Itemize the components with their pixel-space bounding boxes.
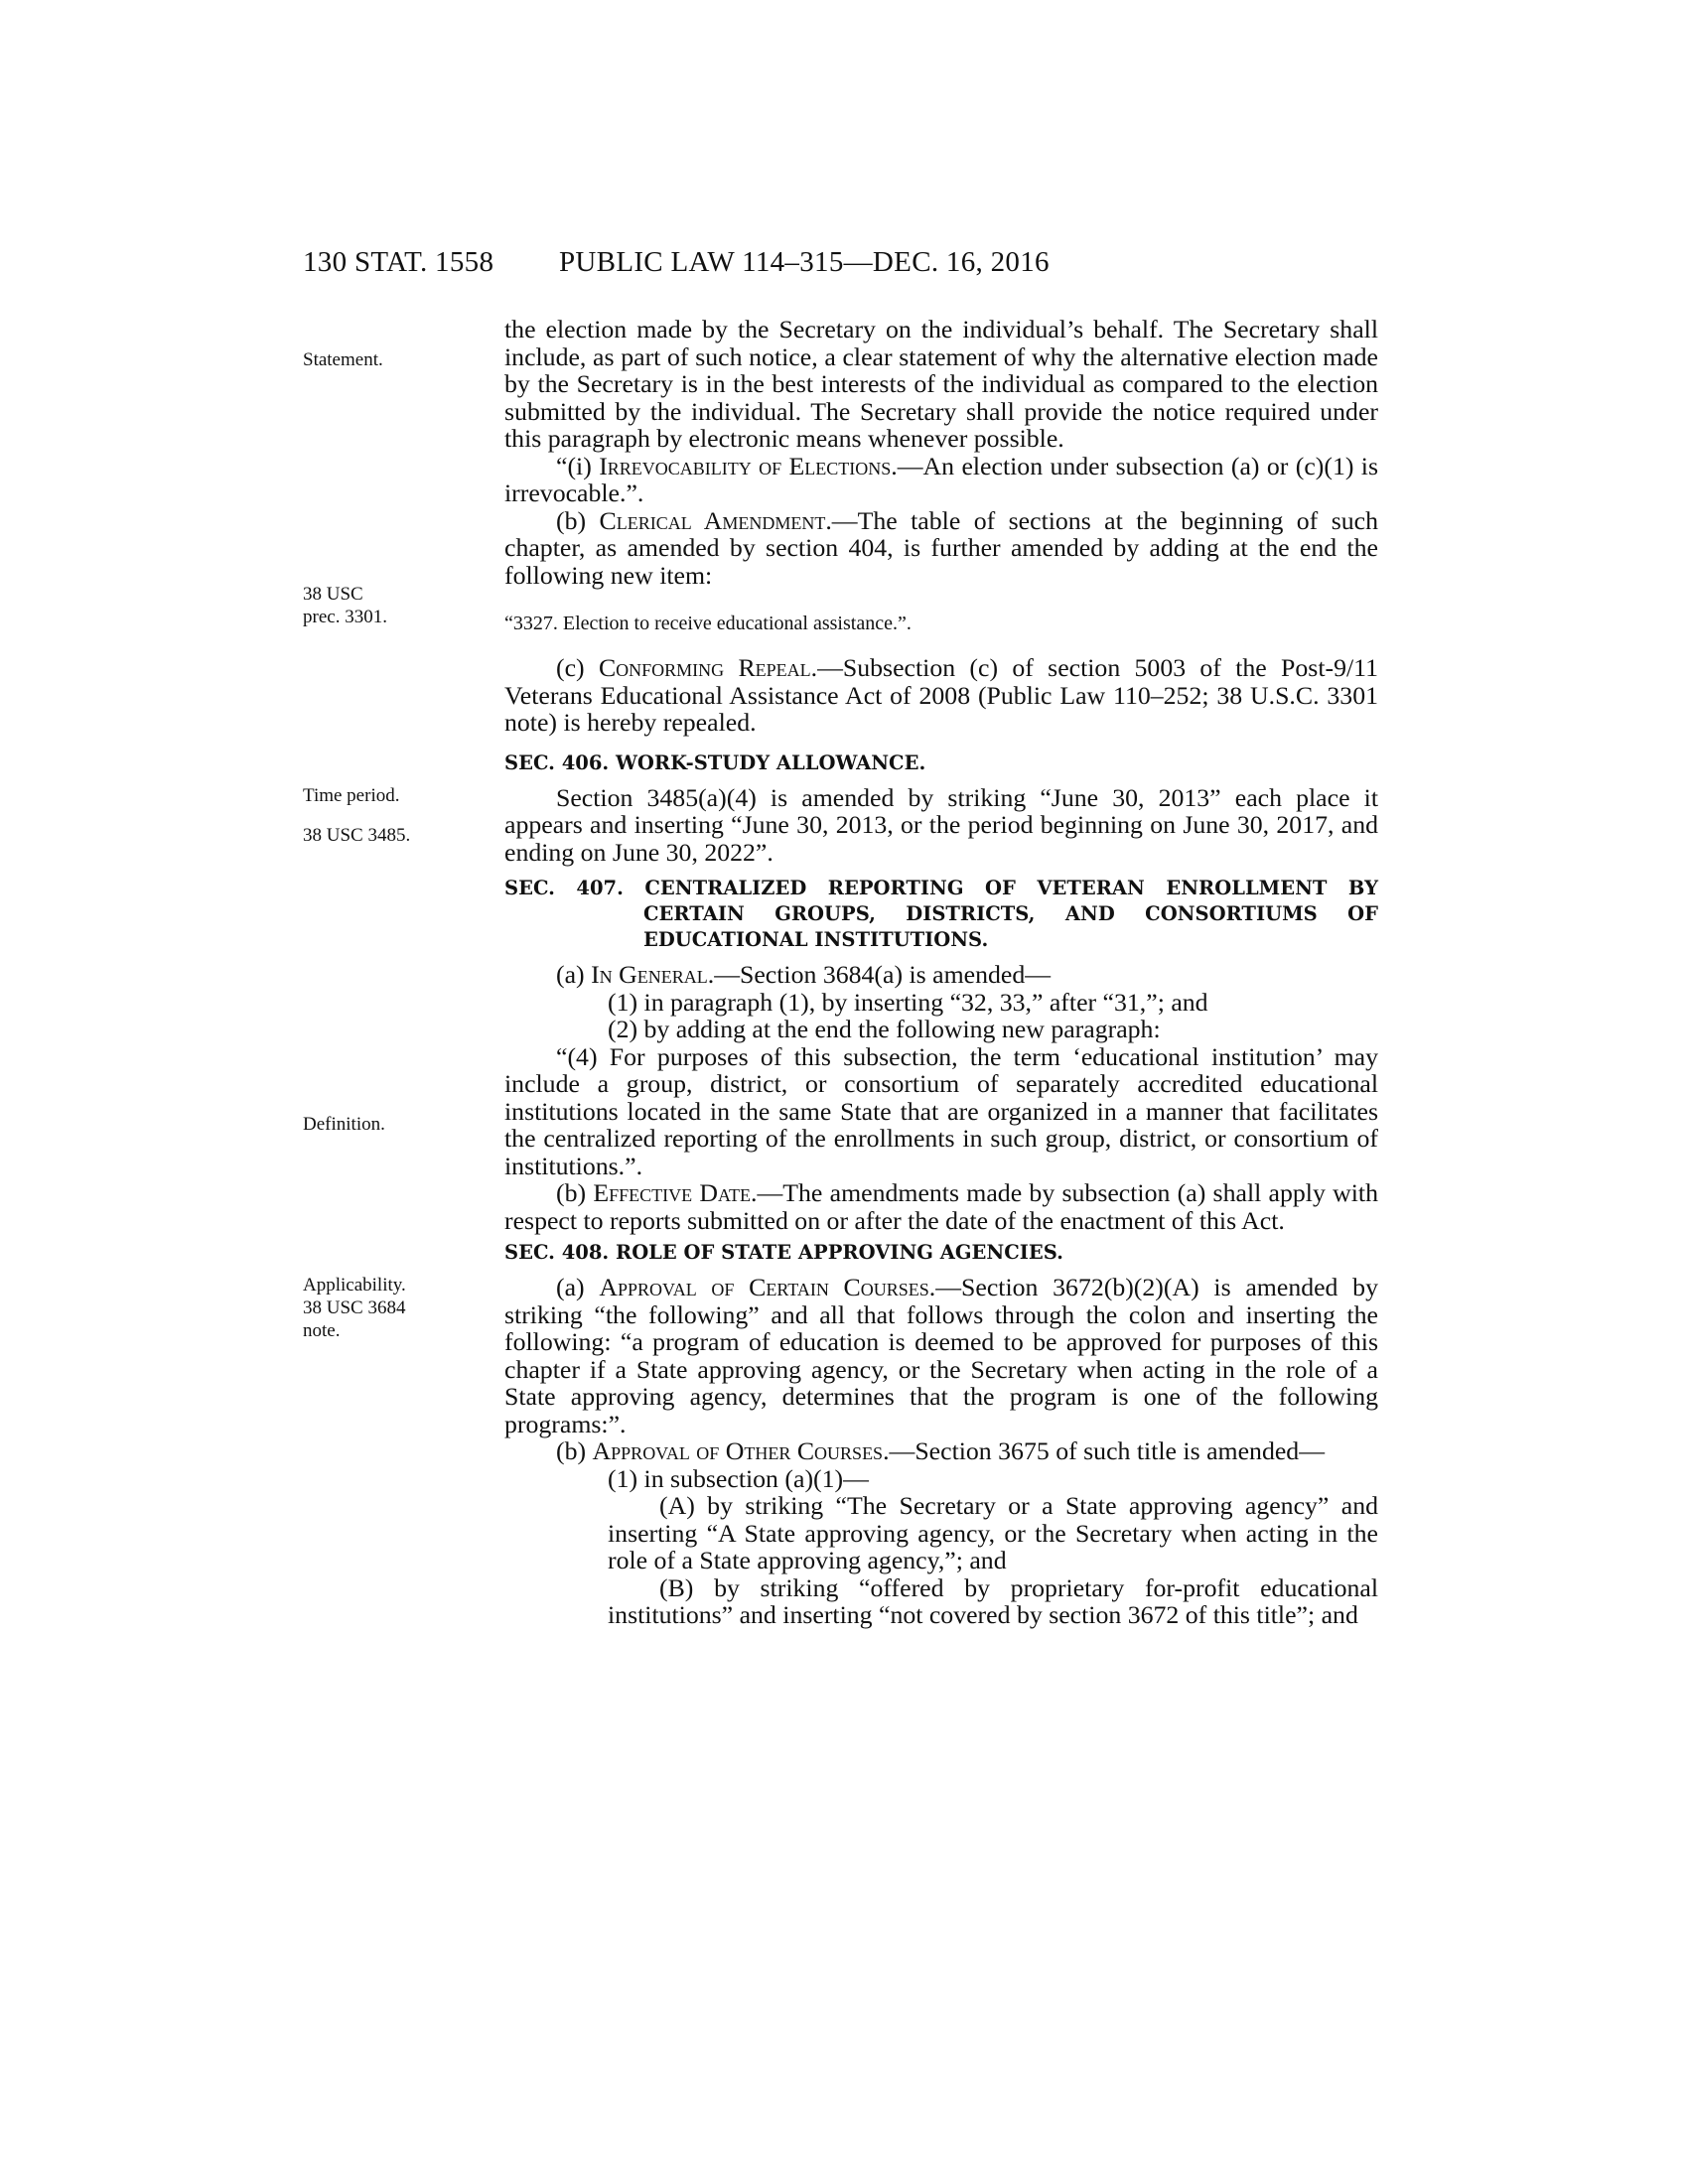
margin-note-line: prec. 3301. xyxy=(303,607,387,627)
margin-note-38usc-3485: 38 USC 3485. xyxy=(303,825,411,846)
section-heading-406: SEC. 406. WORK-STUDY ALLOWANCE. xyxy=(504,751,926,774)
page-reference: 130 STAT. 1558 xyxy=(303,246,494,278)
paragraph-irrevocability xyxy=(504,453,1378,507)
paragraph-lead: (a) xyxy=(556,960,592,989)
paragraph-lead: “(i) xyxy=(556,451,600,480)
paragraph-caption: Effective Date xyxy=(593,1178,752,1207)
paragraph-sec407-b xyxy=(504,1179,1378,1234)
section-heading-407: SEC. 407. CENTRALIZED REPORTING OF VETERAN ENROLLMENT BY CERTAIN GROUPS, DISTRICTS, AND CONSORTIUMS OF EDUCATIONAL INSTITUTIONS. xyxy=(504,877,1378,951)
paragraph-lead: (b) xyxy=(556,1178,594,1207)
paragraph-lead: (c) xyxy=(556,653,599,682)
paragraph-lead: (b) xyxy=(556,505,600,535)
margin-note-line: note. xyxy=(303,1320,341,1341)
paragraph-clerical-amendment xyxy=(504,507,1378,590)
paragraph-lead: (a) xyxy=(556,1273,600,1301)
section-heading-408: SEC. 408. ROLE OF STATE APPROVING AGENCIES. xyxy=(504,1241,1063,1264)
margin-note-definition: Definition. xyxy=(303,1114,385,1135)
paragraph-sec408-b1: (1) in subsection (a)(1)— xyxy=(608,1463,869,1493)
paragraph-conforming-repeal xyxy=(504,654,1378,737)
margin-note-time-period: Time period. xyxy=(303,785,400,806)
page-header xyxy=(303,246,1380,286)
paragraph-caption: In General xyxy=(591,960,708,989)
paragraph-text: .—Section 3672(b)(2)(A) is amended by striking “the following” and all that follows through the colon and inserting the following: “a program of education is deemed to be approved for purposes of this chapter if a State approving agency, or the Secretary when acting in the role of a State approving agency, determines that the program is one of the following programs:”. xyxy=(504,1273,1378,1438)
margin-note-line: 38 USC 3684 xyxy=(303,1297,406,1318)
paragraph-text: .—The amendments made by subsection (a) shall apply with respect to reports submitted on or after the date of the enactment of this Act. xyxy=(504,1178,1378,1235)
margin-note-statement: Statement. xyxy=(303,349,383,370)
paragraph-sec406: Section 3485(a)(4) is amended by striking “June 30, 2013” each place it appears and inserting “June 30, 2013, or the period beginning on June 30, 2017, and ending on June 30, 2022”. xyxy=(504,782,1378,867)
margin-note-38usc-prec xyxy=(303,583,501,628)
margin-note-line: Applicability. xyxy=(303,1275,406,1296)
paragraph-sec407-a2: (2) by adding at the end the following new paragraph: xyxy=(608,1015,1161,1043)
document-body xyxy=(504,316,1378,1629)
paragraph-sec407-quote: “(4) For purposes of this subsection, the term ‘educational institution’ may include a group, district, or consortium of separately accredited educational institutions located in the same State that are organized in a manner that facilitates the centralized reporting of the enrollments in such group, district, or consortium of institutions.”. xyxy=(504,1041,1378,1180)
paragraph-sec408-b1B: (B) by striking “offered by proprietary for-profit educational institutions” and inserting “not covered by section 3672 of this title”; and xyxy=(608,1572,1378,1629)
paragraph-sec407-a xyxy=(504,961,1378,989)
paragraph-caption: Clerical Amendment xyxy=(599,505,826,535)
paragraph-caption: Conforming Repeal xyxy=(598,653,811,682)
paragraph-continuation: the election made by the Secretary on the individual’s behalf. The Secretary shall include, as part of such notice, a clear statement of why the alternative election made by the Secretary is in the best interests of the individual as compared to the election submitted by the individual. The Secretary shall provide the notice required under this paragraph by electronic means whenever possible. xyxy=(504,315,1378,453)
paragraph-text: .—The table of sections at the beginning of such chapter, as amended by section 404, is further amended by adding at the end the following new item: xyxy=(504,505,1378,590)
paragraph-text: .—Section 3684(a) is amended— xyxy=(707,960,1052,989)
paragraph-text: .—Subsection (c) of section 5003 of the Post-9/11 Veterans Educational Assistance Act of 2008 (Public Law 110–252; 38 U.S.C. 3301 note) is hereby repealed. xyxy=(504,653,1378,737)
paragraph-caption: Approval of Other Courses xyxy=(592,1436,884,1465)
paragraph-text: .—Section 3675 of such title is amended— xyxy=(883,1436,1325,1465)
paragraph-sec407-a1: (1) in paragraph (1), by inserting “32, 33,” after “31,”; and xyxy=(608,987,1208,1017)
paragraph-sec408-a xyxy=(504,1274,1378,1437)
paragraph-sec408-b1A: (A) by striking “The Secretary or a State approving agency” and inserting “A State approving agency, or the Secretary when acting in the role of a State approving agency,”; and xyxy=(608,1491,1378,1574)
margin-note-line: 38 USC xyxy=(303,584,363,605)
paragraph-caption: Irrevocability of Elections xyxy=(599,451,892,480)
table-of-sections-item: “3327. Election to receive educational assistance.”. xyxy=(504,613,912,634)
paragraph-text: .—An election under subsection (a) or (c)(1) is irrevocable.”. xyxy=(504,451,1379,507)
paragraph-lead: (b) xyxy=(556,1436,593,1465)
margin-note-applicability xyxy=(303,1274,501,1342)
paragraph-sec408-b xyxy=(504,1437,1378,1465)
paragraph-caption: Approval of Certain Courses xyxy=(599,1273,929,1301)
running-head: PUBLIC LAW 114–315—DEC. 16, 2016 xyxy=(559,246,1050,278)
